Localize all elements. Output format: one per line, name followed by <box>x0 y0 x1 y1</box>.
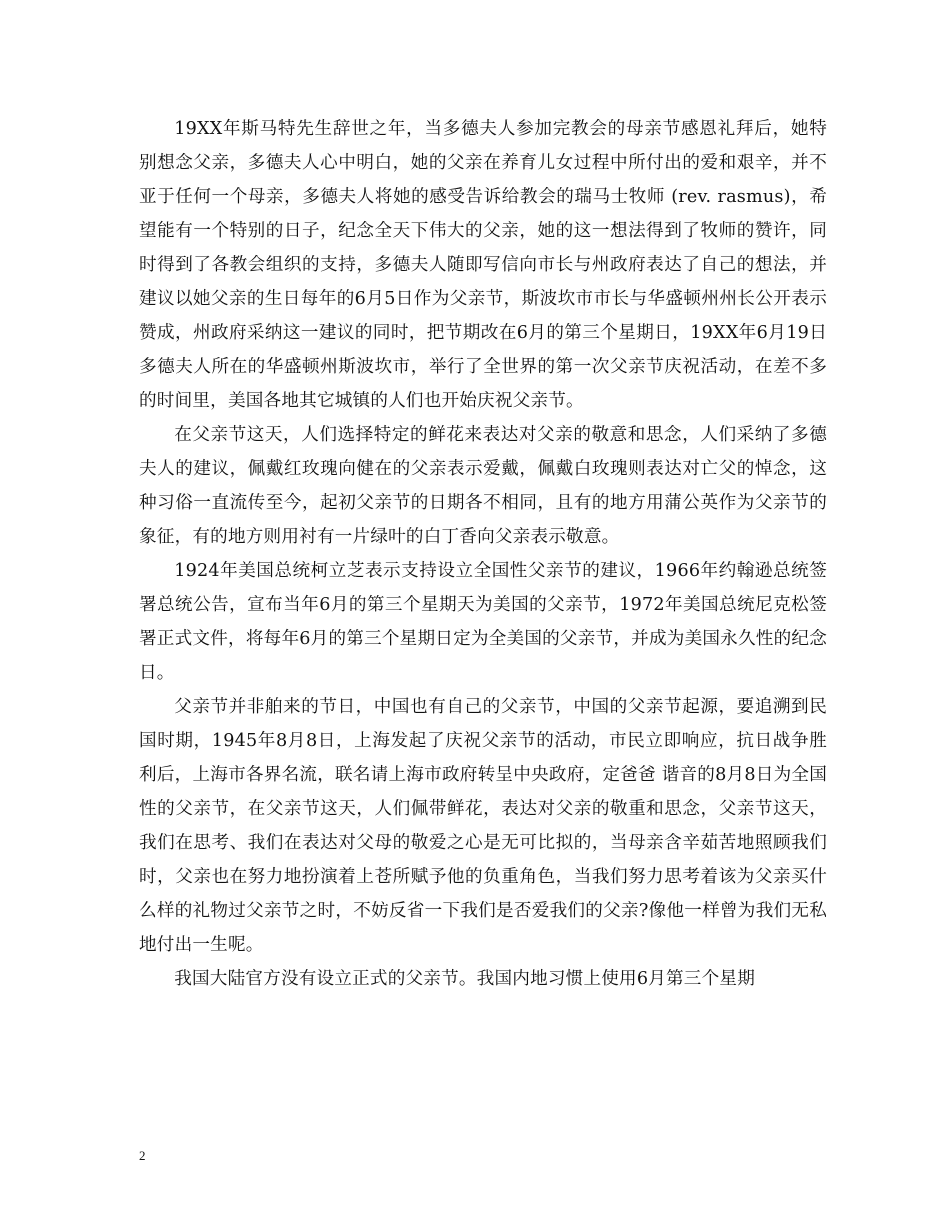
document-body <box>139 112 827 996</box>
paragraph-5: 我国大陆官方没有设立正式的父亲节。我国内地习惯上使用6月第三个星期 <box>174 969 755 989</box>
paragraph-2: 在父亲节这天，人们选择特定的鲜花来表达对父亲的敬意和思念，人们采纳了多德夫人的建议，佩戴红玫瑰向健在的父亲表示爱戴，佩戴白玫瑰则表达对亡父的悼念，这种习俗一直流传至今，起初父亲节的日期各不相同，且有的地方用蒲公英作为父亲节的象征，有的地方则用衬有一片绿叶的白丁香向父亲表示敬意。 <box>139 425 827 547</box>
page-number: 2 <box>139 1148 146 1163</box>
paragraph-3: 1924年美国总统柯立芝表示支持设立全国性父亲节的建议，1966年约翰逊总统签署总统公告，宣布当年6月的第三个星期天为美国的父亲节，1972年美国总统尼克松签署正式文件，将每年6月的第三个星期日定为全美国的父亲节，并成为美国永久性的纪念日。 <box>139 561 827 683</box>
paragraph-1: 19XX年斯马特先生辞世之年，当多德夫人参加完教会的母亲节感恩礼拜后，她特别想念父亲，多德夫人心中明白，她的父亲在养育儿女过程中所付出的爱和艰辛，并不亚于任何一个母亲，多德夫人将她的感受告诉给教会的瑞马士牧师 (rev. rasmus)，希望能有一个特别的日子，纪念全天下伟大的父亲，她的这一想法得到了牧师的赞许，同时得到了各教会组织的支持，多德夫人随即写信向市长与州政府表达了自己的想法，并建议以她父亲的生日每年的6月5日作为父亲节，斯波坎市市长与华盛顿州州长公开表示赞成，州政府采纳这一建议的同时，把节期改在6月的第三个星期日，19XX年6月19日多德夫人所在的华盛顿州斯波坎市，举行了全世界的第一次父亲节庆祝活动，在差不多的时间里，美国各地其它城镇的人们也开始庆祝父亲节。 <box>139 119 827 411</box>
paragraph-4: 父亲节并非舶来的节日，中国也有自己的父亲节，中国的父亲节起源，要追溯到民国时期，1945年8月8日，上海发起了庆祝父亲节的活动，市民立即响应，抗日战争胜利后，上海市各界名流，联名请上海市政府转呈中央政府，定爸爸 谐音的8月8日为全国性的父亲节，在父亲节这天，人们佩带鲜花，表达对父亲的敬重和思念，父亲节这天，我们在思考、我们在表达对父母的敬爱之心是无可比拟的，当母亲含辛茹苦地照顾我们时，父亲也在努力地扮演着上苍所赋予他的负重角色，当我们努力思考着该为父亲买什么样的礼物过父亲节之时，不妨反省一下我们是否爱我们的父亲?像他一样曾为我们无私地付出一生呢。 <box>139 697 827 955</box>
